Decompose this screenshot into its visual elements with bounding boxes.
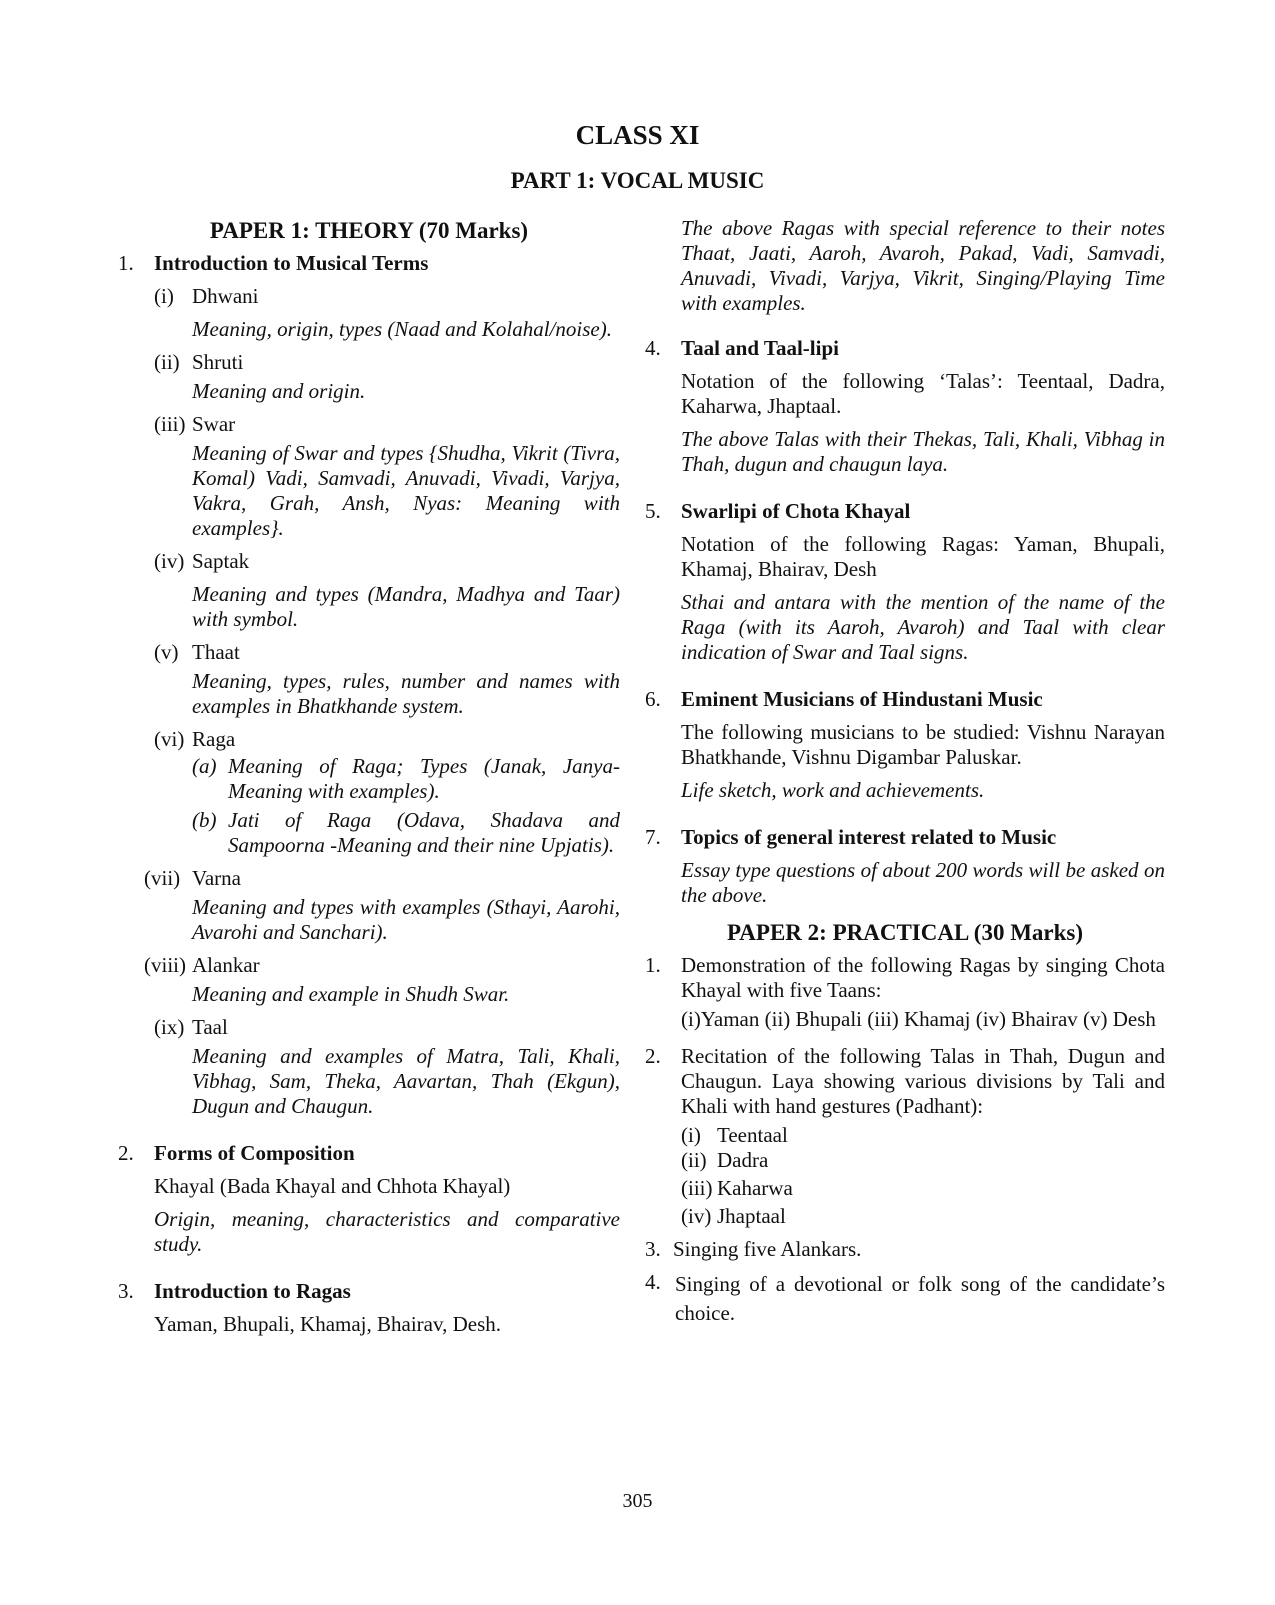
section-text: Khayal (Bada Khayal and Chhota Khayal) <box>154 1174 511 1198</box>
section-number: 7. <box>645 825 661 849</box>
paper2-heading: PAPER 2: PRACTICAL (30 Marks) <box>726 920 1084 945</box>
item-text: Demonstration of the following Ragas by singing Chota Khayal with five Taans: <box>681 953 1165 1002</box>
sub-title: Raga <box>192 727 236 751</box>
practical-item <box>645 1044 1165 1229</box>
item-number: 3. <box>645 1237 661 1261</box>
section-description: Life sketch, work and achievements. <box>681 778 985 802</box>
point-label: (a) <box>192 754 217 778</box>
tala-item <box>681 1123 1165 1148</box>
sub-title: Shruti <box>192 350 244 374</box>
sub-label: (ii) <box>154 350 180 374</box>
raga-point-a <box>192 754 620 804</box>
ragas-list: (i)Yaman (ii) Bhupali (iii) Khamaj (iv) Bhairav (v) Desh <box>681 1007 1156 1031</box>
section-title: Introduction to Musical Terms <box>154 251 429 275</box>
point-text: Jati of Raga (Odava, Shadava and Sampoorna -Meaning and their nine Upjatis). <box>228 808 620 857</box>
sub-description: Meaning and examples of Matra, Tali, Khali, Vibhag, Sam, Theka, Aavartan, Thah (Ekgun), Dugun and Chaugun. <box>192 1044 620 1118</box>
ragas-description: The above Ragas with special reference to their notes Thaat, Jaati, Aaroh, Avaroh, Pakad, Vadi, Samvadi, Anuvadi, Vivadi, Varjya, Vikrit, Singing/Playing Time with examples. <box>681 216 1165 315</box>
item-text: Singing of a devotional or folk song of the candidate’s choice. <box>675 1272 1165 1325</box>
tala-label: (iii) <box>681 1176 713 1200</box>
sub-title: Alankar <box>192 953 260 977</box>
section-text: Notation of the following ‘Talas’: Teentaal, Dadra, Kaharwa, Jhaptaal. <box>681 369 1165 418</box>
sub-title: Thaat <box>192 640 240 664</box>
tala-name: Dadra <box>717 1148 769 1172</box>
sub-title: Dhwani <box>192 284 259 308</box>
sub-title: Varna <box>192 866 241 890</box>
sub-description: Meaning and types (Mandra, Madhya and Taar) with symbol. <box>192 582 620 631</box>
section-description: Sthai and antara with the mention of the name of the Raga (with its Aaroh, Avaroh) and Taal with clear indication of Swar and Taal signs. <box>681 590 1165 664</box>
section-general-interest <box>645 825 1165 908</box>
tala-item <box>681 1176 1165 1201</box>
sub-title: Saptak <box>192 549 250 573</box>
sub-description: Meaning, origin, types (Naad and Kolahal/noise). <box>192 317 612 341</box>
section-title: Eminent Musicians of Hindustani Music <box>681 687 1043 711</box>
sub-description: Meaning of Swar and types {Shudha, Vikrit (Tivra, Komal) Vadi, Samvadi, Anuvadi, Vivadi, Varjya, Vakra, Grah, Ansh, Nyas: Meaning with examples}. <box>192 441 620 540</box>
section-introduction-to-ragas <box>118 1279 620 1337</box>
page-title: CLASS XI <box>575 120 700 150</box>
section-title: Swarlipi of Chota Khayal <box>681 499 911 523</box>
section-text: The following musicians to be studied: Vishnu Narayan Bhatkhande, Vishnu Digambar Paluskar. <box>681 720 1165 769</box>
section-title: Taal and Taal-lipi <box>681 336 839 360</box>
item-text: Recitation of the following Talas in Thah, Dugun and Chaugun. Laya showing various divisions by Tali and Khali with hand gestures (Padhant): <box>681 1044 1165 1118</box>
point-label: (b) <box>192 808 217 832</box>
section-swarlipi <box>645 499 1165 665</box>
section-text: Yaman, Bhupali, Khamaj, Bhairav, Desh. <box>154 1312 502 1336</box>
sub-label: (v) <box>154 640 179 664</box>
section-number: 1. <box>118 251 134 275</box>
tala-name: Jhaptaal <box>717 1204 786 1228</box>
sub-description: Meaning and types with examples (Sthayi, Aarohi, Avarohi and Sanchari). <box>192 895 620 944</box>
sub-description: Meaning and origin. <box>192 379 366 403</box>
tala-item <box>681 1148 1165 1173</box>
sub-title: Swar <box>192 412 236 436</box>
section-text: Notation of the following Ragas: Yaman, Bhupali, Khamaj, Bhairav, Desh <box>681 532 1165 581</box>
sub-label: (viii) <box>144 953 186 977</box>
practical-item <box>645 1270 1165 1328</box>
item-text: Singing five Alankars. <box>673 1237 862 1261</box>
sub-label: (vi) <box>154 727 185 751</box>
sub-label: (iv) <box>154 549 185 573</box>
section-title: Topics of general interest related to Music <box>681 825 1057 849</box>
item-number: 1. <box>645 953 661 977</box>
section-number: 4. <box>645 336 661 360</box>
sub-label: (ix) <box>154 1015 185 1039</box>
practical-item <box>645 1237 1165 1262</box>
left-column <box>118 218 620 1337</box>
section-title: Forms of Composition <box>154 1141 355 1165</box>
section-forms-of-composition <box>118 1141 620 1257</box>
section-taal <box>645 336 1165 477</box>
sub-description: Meaning and example in Shudh Swar. <box>192 982 510 1006</box>
tala-label: (iv) <box>681 1204 712 1228</box>
tala-name: Teentaal <box>717 1123 788 1147</box>
point-text: Meaning of Raga; Types (Janak, Janya-Meaning with examples). <box>228 754 620 803</box>
section-description: Origin, meaning, characteristics and comparative study. <box>154 1207 620 1256</box>
raga-point-b <box>192 808 620 858</box>
practical-item <box>645 953 1165 1032</box>
section-number: 6. <box>645 687 661 711</box>
tala-label: (i) <box>681 1123 701 1147</box>
item-number: 4. <box>645 1270 661 1294</box>
section-eminent-musicians <box>645 687 1165 803</box>
section-number: 3. <box>118 1279 134 1303</box>
sub-label: (vii) <box>144 866 181 890</box>
page-number: 305 <box>622 1490 653 1512</box>
section-number: 2. <box>118 1141 134 1165</box>
page-subtitle: PART 1: VOCAL MUSIC <box>510 168 765 193</box>
section-description: The above Talas with their Thekas, Tali, Khali, Vibhag in Thah, dugun and chaugun laya. <box>681 427 1165 476</box>
tala-item <box>681 1204 1165 1229</box>
paper1-heading: PAPER 1: THEORY (70 Marks) <box>209 218 529 243</box>
sub-label: (iii) <box>154 412 186 436</box>
section-description: Essay type questions of about 200 words will be asked on the above. <box>681 858 1165 907</box>
section-title: Introduction to Ragas <box>154 1279 351 1303</box>
tala-name: Kaharwa <box>717 1176 793 1200</box>
sub-label: (i) <box>154 284 174 308</box>
right-column <box>645 218 1165 1328</box>
section-musical-terms <box>118 251 620 1119</box>
sub-description: Meaning, types, rules, number and names with examples in Bhatkhande system. <box>192 669 620 718</box>
sub-title: Taal <box>192 1015 228 1039</box>
section-number: 5. <box>645 499 661 523</box>
tala-label: (ii) <box>681 1148 707 1172</box>
item-number: 2. <box>645 1044 661 1068</box>
